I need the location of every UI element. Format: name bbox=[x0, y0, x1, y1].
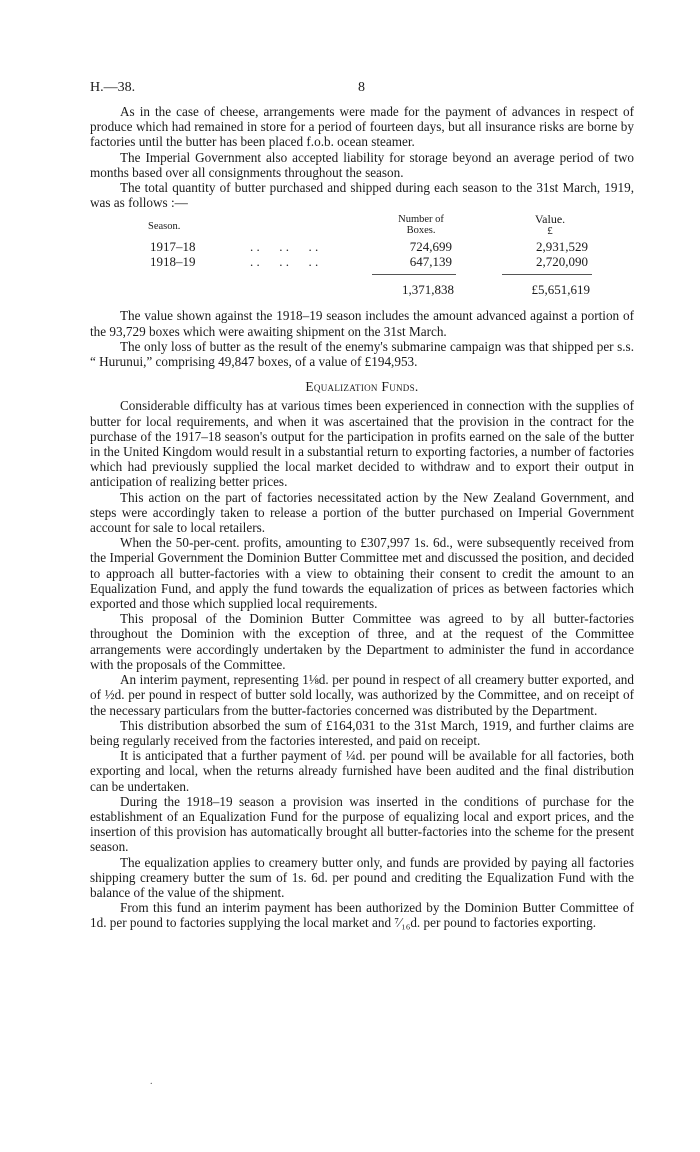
column-header-value-unit: £ bbox=[547, 225, 553, 238]
column-header-boxes: Number of Boxes. bbox=[398, 214, 444, 237]
table-cell-boxes: 724,699 bbox=[409, 239, 452, 255]
paragraph: This proposal of the Dominion Butter Committee was agreed to by all butter-factories throughout the Dominion with the exception of three, and at the request of the Committee arrangements were accordingly undertaken by the Department to administer the fund in accordance with the proposals of the Committee. bbox=[90, 611, 634, 672]
paragraph: Considerable difficulty has at various times been experienced in connection with the supplies of butter for local requirements, and when it was ascertained that the provision in the contract for the purchase of the 1917–18 season's output for the participation in profits earned on the sale of the butter in the United Kingdom would result in a substantial return to exporting factories, a number of factories which had previously supplied the local market decided to withdraw and to export their output in anticipation of realizing better prices. bbox=[90, 398, 634, 490]
paragraph: During the 1918–19 season a provision was inserted in the conditions of purchase for the establishment of an Equalization Fund for the purpose of equalizing local and export prices, and the insertion of this provision has automatically brought all butter-factories into the scheme for the present season. bbox=[90, 793, 634, 855]
page-header bbox=[90, 80, 638, 100]
document-reference: H.—38. bbox=[90, 80, 136, 95]
stray-mark: . bbox=[150, 1076, 153, 1087]
column-header-value: Value. bbox=[534, 212, 566, 227]
paragraph: The equalization applies to creamery butter only, and funds are provided by paying all factories shipping creamery butter the sum of 1s. 6d. per pound and crediting the Equalization Fund with the balance of the value of the shipment. bbox=[90, 854, 634, 900]
paragraph: It is anticipated that a further payment of ¼d. per pound will be available for all factories, both exporting and local, when the returns already furnished have been audited and the final distribution can be undertaken. bbox=[90, 748, 634, 794]
column-header-season: Season. bbox=[148, 221, 181, 233]
paragraph: As in the case of cheese, arrangements were made for the payment of advances in respect of produce which had remained in store for a period of fourteen days, but all insurance risks are borne by factories until the butter has been placed f.o.b. ocean steamer. bbox=[90, 104, 634, 150]
paragraph: This action on the part of factories necessitated action by the New Zealand Government, and steps were accordingly taken to release a portion of the butter purchased on Imperial Government account for sale to local retailers. bbox=[90, 489, 634, 536]
paragraph: The total quantity of butter purchased and shipped during each season to the 31st March, 1919, was as follows :— bbox=[90, 180, 634, 211]
document-body bbox=[90, 104, 634, 931]
table-total-value: £5,651,619 bbox=[531, 282, 590, 298]
paragraph: When the 50-per-cent. profits, amounting to £307,997 1s. 6d., were subsequently received from the Imperial Government the Dominion Butter Committee met and discussed the position, and decided to approach all butter-factories with a view to obtaining their consent to credit the amount to an Equalization Fund, and apply the fund towards the equalization of prices as between factories which exported and those which supplied local requirements. bbox=[90, 535, 634, 612]
paragraph: An interim payment, representing 1⅛d. per pound in respect of all creamery butter exported, and of ½d. per pound in respect of butter sold locally, was authorized by the Committee, and on receipt of the necessary particulars from the butter-factories concerned was distributed by the Department. bbox=[90, 672, 634, 718]
page-number: 8 bbox=[358, 80, 365, 95]
paragraph: From this fund an interim payment has been authorized by the Dominion Butter Committee of 1d. per pound to factories supplying the local market and ⁷⁄₁₆d. per pound to factories exporting. bbox=[90, 900, 634, 931]
total-rule-boxes bbox=[372, 274, 456, 275]
table-leader-dots: . . . . . . bbox=[250, 239, 319, 255]
table-cell-season: 1918–19 bbox=[150, 254, 196, 270]
table-cell-value: 2,931,529 bbox=[536, 239, 588, 255]
table-leader-dots: . . . . . . bbox=[250, 254, 319, 270]
paragraph: The value shown against the 1918–19 season includes the amount advanced against a portion of the 93,729 boxes which were awaiting shipment on the 31st March. bbox=[90, 308, 634, 339]
table-cell-boxes: 647,139 bbox=[409, 254, 452, 270]
table-cell-season: 1917–18 bbox=[150, 239, 196, 255]
total-rule-value bbox=[502, 274, 592, 275]
paragraph: This distribution absorbed the sum of £164,031 to the 31st March, 1919, and further claims are being regularly received from the factories interested, and paid on receipt. bbox=[90, 717, 634, 748]
table-total-boxes: 1,371,838 bbox=[402, 282, 454, 298]
butter-shipment-table bbox=[90, 212, 634, 304]
paragraph: The Imperial Government also accepted liability for storage beyond an average period of two months based over all consignments throughout the season. bbox=[90, 149, 634, 180]
section-heading: Equalization Funds. bbox=[305, 379, 419, 395]
table-cell-value: 2,720,090 bbox=[536, 254, 588, 270]
paragraph: The only loss of butter as the result of the enemy's submarine campaign was that shipped per s.s. “ Hurunui,” comprising 49,847 boxes, of a value of £194,953. bbox=[90, 338, 634, 370]
